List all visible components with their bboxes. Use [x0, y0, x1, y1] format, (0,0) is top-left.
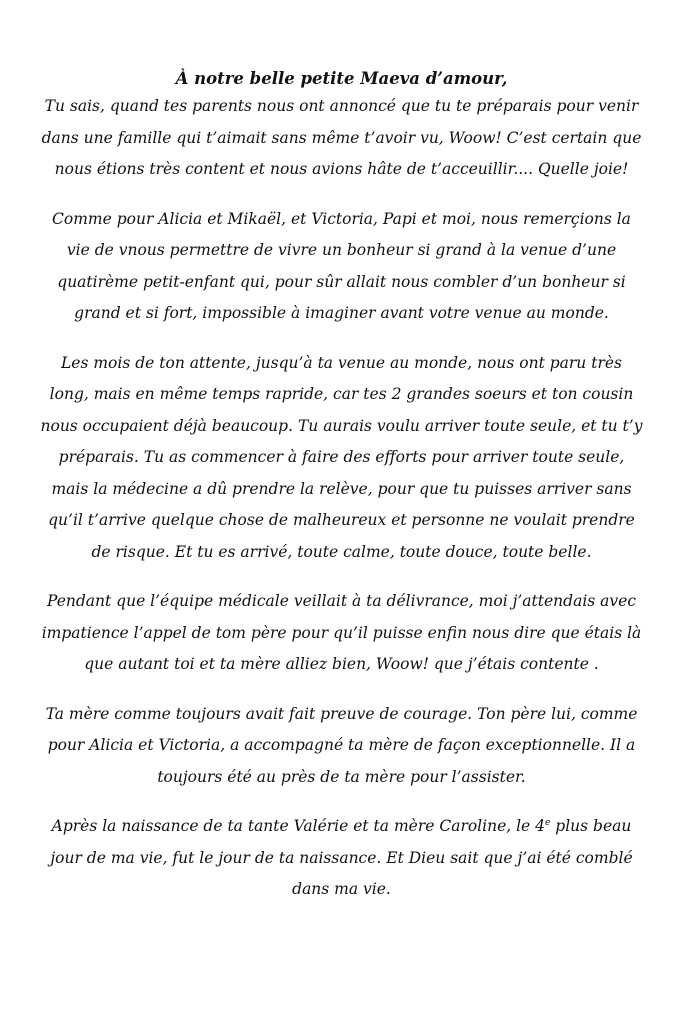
- paragraph-family: Comme pour Alicia et Mikaël, et Victoria, Papi et moi, nous remerçions la vie de vnous permettre de vivre un bonheur si grand à la venue d’une quatirème petit-enfant qui, pour sûr allait nous combler d’un bonheur si grand et si fort, impossible à imaginer avant votre venue au monde.: [52, 209, 631, 322]
- paragraph-intro: Tu sais, quand tes parents nous ont annoncé que tu te préparais pour venir dans une famille qui t’aimait sans même t’avoir vu, Woow! C’est certain que nous étions très content et nous avions hâte de t’acceuillir.... Quelle joie!: [41, 97, 642, 178]
- paragraph-waiting: Les mois de ton attente, jusqu’à ta venue au monde, nous ont paru très long, mais en même temps rapride, car tes 2 grandes soeurs et ton cousin nous occupaient déjà beaucoup. Tu aurais voulu arriver toute seule, et tu t’y préparais. Tu as commencer à faire des efforts pour arriver toute seule, mais la médecine a dû prendre la relève, pour que tu puisses arriver sans qu’il t’arrive quelque chose de malheureux et personne ne voulait prendre de risque. Et tu es arrivé, toute calme, toute douce, toute belle.: [40, 353, 643, 561]
- closing-text-end: plus beau jour de ma vie, fut le jour de ta naissance. Et Dieu sait que j’ai été comblé dans ma vie.: [50, 817, 633, 898]
- paragraph-closing: [40, 811, 643, 906]
- closing-text-start: Après la naissance de ta tante Valérie et ta mère Caroline, le 4: [51, 817, 546, 835]
- paragraph-delivery: Pendant que l’équipe médicale veillait à ta délivrance, moi j’attendais avec impatience l’appel de tom père pour qu’il puisse enfin nous dire que étais là que autant toi et ta mère alliez bien, Woow! que j’étais contente .: [41, 592, 642, 673]
- letter-title: À notre belle petite Maeva d’amour,: [175, 69, 508, 88]
- paragraph-courage: Ta mère comme toujours avait fait preuve de courage. Ton père lui, comme pour Alicia et Victoria, a accompagné ta mère de façon exceptionnelle. Il a toujours été au près de ta mère pour l’assister.: [45, 704, 638, 786]
- ordinal-superscript: e: [545, 817, 551, 828]
